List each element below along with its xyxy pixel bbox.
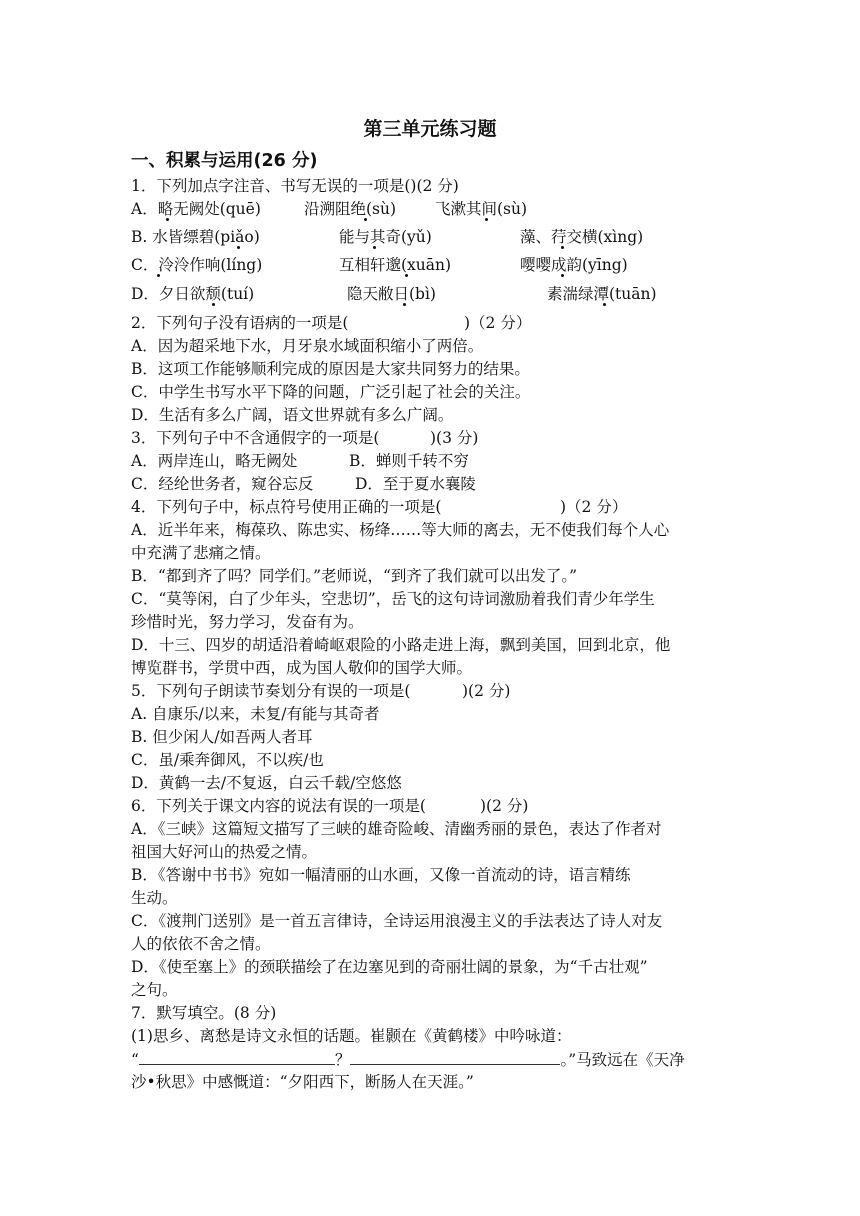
q7-question-mark: ？ [334,1051,351,1069]
q1-option-d3: 素湍绿潭(tuān) [547,285,657,303]
q1-option-a1: A．略无阙处(quē) [131,200,261,218]
q4-line: 博览群书，学贯中西，成为国人敬仰的国学大师。 [131,659,473,677]
q7-stem: 7．默写填空。(8 分) [131,1004,277,1022]
q6-line: D．《使至塞上》的颈联描绘了在边塞见到的奇丽壮阔的景象，为“千古壮观” [131,958,648,976]
q6-line: 之句。 [131,981,178,999]
q7-line: (1)思乡、离愁是诗文永恒的话题。崔颢在《黄鹤楼》中吟咏道： [131,1027,572,1045]
q4-line: 珍惜时光，努力学习，发奋有为。 [131,613,364,631]
q1-stem: 1．下列加点字注音、书写无误的一项是()(2 分) [131,177,459,195]
q6-stem: 6．下列关于课文内容的说法有误的一项是( [131,797,426,815]
q5-option-a: A. 自康乐/以来，未复/有能与其奇者 [131,705,380,723]
q1-option-d1: D．夕日欲颓(tuí) [131,285,255,303]
q5-stem-score: )(2 分) [462,682,511,700]
q6-line: B．《答谢中书书》宛如一幅清丽的山水画，又像一首流动的诗，语言精练 [131,866,631,884]
section-heading: 一、积累与运用(26 分) [131,151,318,171]
q5-option-b: B. 但少闲人/如吾两人者耳 [131,728,313,746]
page-title: 第三单元练习题 [363,118,497,140]
q5-stem: 5．下列句子朗读节奏划分有误的一项是( [131,682,411,700]
q1-option-a3: 飞漱其间(sù) [435,200,528,218]
q7-line-end: 。”马致远在《天净 [560,1051,685,1069]
q4-line: 中充满了悲痛之情。 [131,544,271,562]
q3-option-a: A．两岸连山，略无阙处 [131,452,298,470]
q4-line: C．“莫等闲，白了少年头，空悲切”，岳飞的这句诗词激励着我们青少年学生 [131,590,655,608]
q1-option-c1: C．泠泠作响(líng) [131,256,263,274]
answer-blank-2[interactable] [350,1048,560,1065]
q4-line: B．“都到齐了吗？同学们。”老师说，“到齐了我们就可以出发了。” [131,567,578,585]
q7-line: 沙•秋思》中感慨道：“夕阳西下，断肠人在天涯。” [131,1073,474,1091]
q3-option-d: D．至于夏水襄陵 [355,475,476,493]
q1-option-a2: 沿溯阻绝(sù) [304,200,397,218]
q3-stem: 3．下列句子中不含通假字的一项是( [131,429,380,447]
q7-open-quote: “ [131,1051,139,1069]
q6-line: C．《渡荆门送别》是一首五言律诗，全诗运用浪漫主义的手法表达了诗人对友 [131,912,663,930]
q3-option-c: C．经纶世务者，窥谷忘反 [131,475,314,493]
q1-option-d2: 隐天敝日(bì) [347,285,436,303]
q3-stem-score: )(3 分) [430,429,479,447]
q5-option-c: C．虽/乘奔御风，不以疾/也 [131,751,324,769]
q6-line: 人的依依不舍之情。 [131,935,271,953]
q4-line: D．十三、四岁的胡适沿着崎岖艰险的小路走进上海，飘到美国，回到北京，他 [131,636,671,654]
q6-line: A．《三峡》这篇短文描写了三峡的雄奇险峻、清幽秀丽的景色，表达了作者对 [131,820,662,838]
q2-option-a: A．因为超采地下水，月牙泉水域面积缩小了两倍。 [131,337,484,355]
q1-option-b3: 藻、荇交横(xìng) [520,228,644,246]
q1-option-b2: 能与其奇(yǔ) [339,228,432,246]
q4-stem: 4．下列句子中，标点符号使用正确的一项是( [131,498,442,516]
q6-line: 祖国大好河山的热爱之情。 [131,843,318,861]
q2-option-d: D．生活有多么广阔，语文世界就有多么广阔。 [131,406,454,424]
q2-option-b: B．这项工作能够顺利完成的原因是大家共同努力的结果。 [131,360,530,378]
q1-option-b1: B. 水皆缥碧(piǎo) [131,228,260,246]
q3-option-b: B．蝉则千转不穷 [349,452,469,470]
q2-option-c: C．中学生书写水平下降的问题，广泛引起了社会的关注。 [131,383,531,401]
q4-stem-score: )（2 分） [560,498,628,516]
q7-line [131,1048,685,1071]
q6-stem-score: )(2 分) [480,797,529,815]
q5-option-d: D．黄鹤一去/不复返，白云千载/空悠悠 [131,774,402,792]
q6-line: 生动。 [131,889,178,907]
q1-option-c2: 互相轩邈(xuān) [339,256,452,274]
q1-option-c3: 嘤嘤成韵(yīng) [520,256,628,274]
q2-stem: 2．下列句子没有语病的一项是( [131,314,349,332]
answer-blank-1[interactable] [139,1048,335,1065]
q2-stem-score: )（2 分） [464,314,532,332]
q4-line: A．近半年来，梅葆玖、陈忠实、杨绛……等大师的离去，无不使我们每个人心 [131,521,670,539]
